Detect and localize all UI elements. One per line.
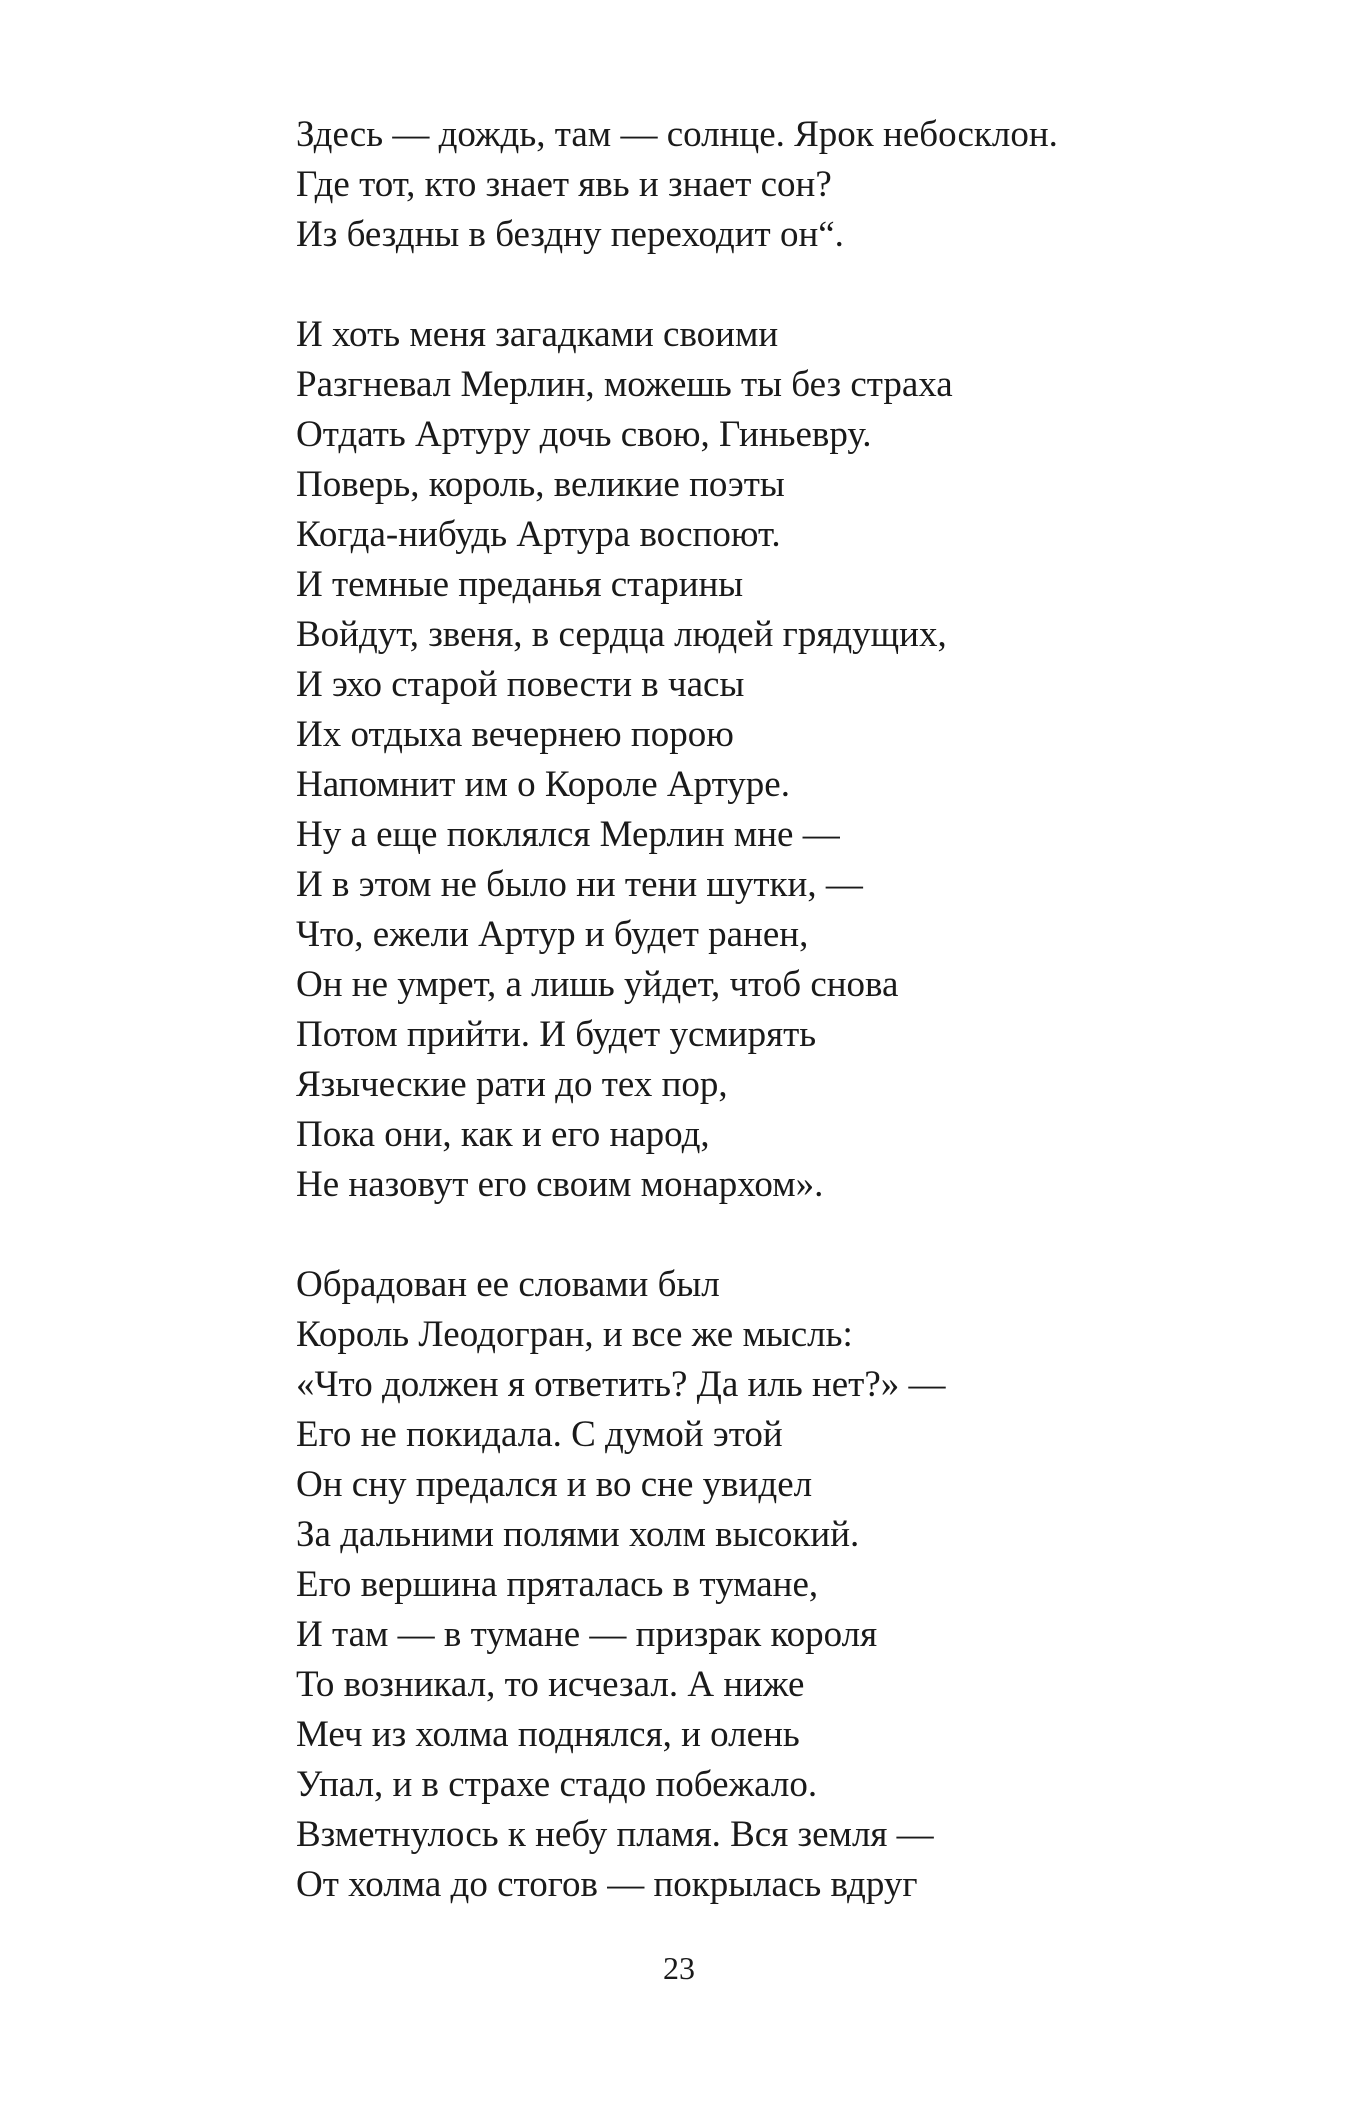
poem-line: Король Леодогран, и все же мысль:: [296, 1314, 853, 1355]
stanza-1: [296, 110, 1296, 260]
poem-line: И там — в тумане — призрак короля: [296, 1614, 878, 1655]
poem-line: И хоть меня загадками своими: [296, 314, 779, 355]
poem-line: От холма до стогов — покрылась вдруг: [296, 1864, 918, 1905]
poem-line: Поверь, король, великие поэты: [296, 464, 785, 505]
poem-line: Их отдыха вечернею порою: [296, 714, 734, 755]
poem-line: Он не умрет, а лишь уйдет, чтоб снова: [296, 964, 899, 1005]
poem-line: Разгневал Мерлин, можешь ты без страха: [296, 364, 953, 405]
poem-line: Взметнулось к небу пламя. Вся земля —: [296, 1814, 934, 1855]
poem-line: Упал, и в страхе стадо побежало.: [296, 1764, 818, 1805]
poem-line: Его не покидала. С думой этой: [296, 1414, 783, 1455]
poem-line: Он сну предался и во сне увидел: [296, 1464, 813, 1505]
poem-line: Войдут, звеня, в сердца людей грядущих,: [296, 614, 947, 655]
stanza-2: [296, 310, 1296, 1210]
poem-line: Когда-нибудь Артура воспоют.: [296, 514, 781, 555]
poem-line: Языческие рати до тех пор,: [296, 1064, 728, 1105]
stanza-3: [296, 1260, 1296, 1910]
poem-line: И темные преданья старины: [296, 564, 744, 605]
poem-line: За дальними полями холм высокий.: [296, 1514, 860, 1555]
poem-line: Ну а еще поклялся Мерлин мне —: [296, 814, 840, 855]
poem-line: Обрадован ее словами был: [296, 1264, 720, 1305]
poem-text: [296, 110, 1296, 1910]
poem-line: Отдать Артуру дочь свою, Гиньевру.: [296, 414, 872, 455]
poem-line: И в этом не было ни тени шутки, —: [296, 864, 863, 905]
poem-line: Меч из холма поднялся, и олень: [296, 1714, 800, 1755]
poem-line: Пока они, как и его народ,: [296, 1114, 710, 1155]
poem-line: Напомнит им о Короле Артуре.: [296, 764, 790, 805]
poem-line: Что, ежели Артур и будет ранен,: [296, 914, 809, 955]
poem-line: Где тот, кто знает явь и знает сон?: [296, 164, 832, 205]
poem-line: То возникал, то исчезал. А ниже: [296, 1664, 805, 1705]
poem-line: И эхо старой повести в часы: [296, 664, 745, 705]
page-number: 23: [663, 1950, 695, 1986]
poem-line: Здесь — дождь, там — солнце. Ярок небосклон.: [296, 114, 1058, 155]
poem-line: Не назовут его своим монархом».: [296, 1164, 824, 1205]
poem-line: Из бездны в бездну переходит он“.: [296, 214, 844, 255]
poem-line: «Что должен я ответить? Да иль нет?» —: [296, 1364, 946, 1405]
poem-line: Его вершина пряталась в тумане,: [296, 1564, 819, 1605]
poem-line: Потом прийти. И будет усмирять: [296, 1014, 817, 1055]
